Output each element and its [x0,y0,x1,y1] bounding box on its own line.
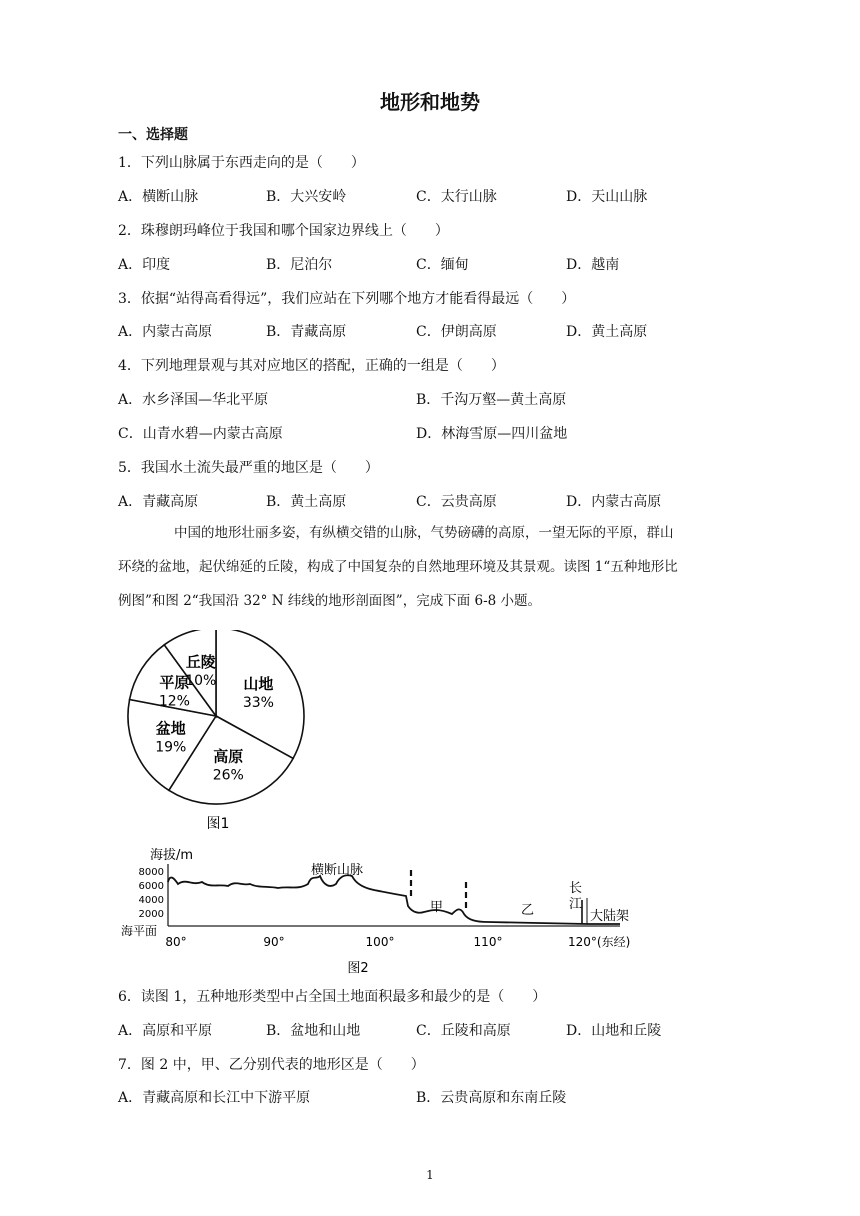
question-7-stem: 7．图 2 中，甲、乙分别代表的地形区是（ ） [118,1057,425,1073]
q6-option-b[interactable]: B．盆地和山地 [266,1023,361,1039]
x-tick-100: 100° [365,935,395,949]
passage-line-1: 中国的地形壮丽多姿，有纵横交错的山脉，气势磅礴的高原，一望无际的平原，群山 [174,525,674,541]
region-b-label: 乙 [521,903,535,918]
figure-2-terrain-profile [118,840,648,980]
q4-option-b[interactable]: B．千沟万壑—黄土高原 [416,392,567,408]
q1-option-d[interactable]: D．天山山脉 [566,189,648,205]
question-2-stem: 2．珠穆朗玛峰位于我国和哪个国家边界线上（ ） [118,223,449,239]
x-tick-120: 120°(东经) [568,935,631,949]
pie-label-name-5: 丘陵 [185,653,216,672]
pie-label-name-2: 高原 [213,747,244,766]
x-tick-90: 90° [263,935,285,949]
river-label-top: 长 [569,881,583,896]
question-4-stem: 4．下列地理景观与其对应地区的搭配，正确的一组是（ ） [118,358,505,374]
terrain-profile-line [168,875,620,924]
figure-2-caption: 图2 [347,961,369,976]
q4-option-a[interactable]: A．水乡泽国—华北平原 [118,392,269,408]
pie-label-pct-2: 26% [212,767,244,784]
passage-line-2: 环绕的盆地，起伏绵延的丘陵，构成了中国复杂的自然地理环境及其景观。读图 1“五种地形比 [118,559,678,575]
pie-label-pct-4: 12% [158,693,190,710]
q1-option-c[interactable]: C．太行山脉 [416,189,497,205]
x-tick-80: 80° [165,935,187,949]
page-number: 1 [426,1168,434,1182]
q5-option-d[interactable]: D．内蒙古高原 [566,494,662,510]
q1-option-a[interactable]: A．横断山脉 [118,189,199,205]
question-5-stem: 5．我国水土流失最严重的地区是（ ） [118,460,379,476]
y-tick-4000: 4000 [138,895,164,906]
q2-option-b[interactable]: B．尼泊尔 [266,257,333,273]
q2-option-c[interactable]: C．缅甸 [416,257,469,273]
q3-option-c[interactable]: C．伊朗高原 [416,324,497,340]
pie-label-name-4: 平原 [159,673,190,692]
pie-label-name-1: 山地 [243,674,274,693]
x-tick-110: 110° [473,935,503,949]
q7-option-b[interactable]: B．云贵高原和东南丘陵 [416,1090,567,1106]
reading-passage [118,516,748,618]
pie-label-pct-5: 10% [185,673,217,690]
q7-option-a[interactable]: A．青藏高原和长江中下游平原 [118,1090,311,1106]
shelf-label: 大陆架 [590,909,630,924]
pie-label-pct-1: 33% [242,694,274,711]
q5-option-b[interactable]: B．黄土高原 [266,494,347,510]
y-axis-title: 海拔/m [150,848,194,863]
section-heading: 一、选择题 [118,127,188,143]
question-3-stem: 3．依据“站得高看得远”，我们应站在下列哪个地方才能看得最远（ ） [118,291,576,307]
q5-option-a[interactable]: A．青藏高原 [118,494,199,510]
q3-option-b[interactable]: B．青藏高原 [266,324,347,340]
passage-line-3: 例图”和图 2“我国沿 32° N 纬线的地形剖面图”，完成下面 6-8 小题。 [118,593,542,609]
region-a-label: 甲 [430,900,444,915]
q6-option-c[interactable]: C．丘陵和高原 [416,1023,511,1039]
q6-option-d[interactable]: D．山地和丘陵 [566,1023,662,1039]
question-6-stem: 6．读图 1，五种地形类型中占全国土地面积最多和最少的是（ ） [118,989,547,1005]
q2-option-d[interactable]: D．越南 [566,257,620,273]
q6-option-a[interactable]: A．高原和平原 [118,1023,213,1039]
q5-option-c[interactable]: C．云贵高原 [416,494,497,510]
y-tick-6000: 6000 [138,881,164,892]
q1-option-b[interactable]: B．大兴安岭 [266,189,347,205]
y-tick-2000: 2000 [138,909,164,920]
question-1-stem: 1．下列山脉属于东西走向的是（ ） [118,155,365,171]
page-title: 地形和地势 [380,90,480,114]
q4-option-c[interactable]: C．山青水碧—内蒙古高原 [118,426,283,442]
pie-label-pct-3: 19% [155,739,187,756]
river-label-bottom: 江 [569,897,583,912]
mountain-label: 横断山脉 [311,863,364,878]
figure-1-caption: 图1 [206,816,230,832]
q3-option-a[interactable]: A．内蒙古高原 [118,324,213,340]
sea-level-label: 海平面 [121,924,158,938]
q2-option-a[interactable]: A．印度 [118,257,171,273]
q4-option-d[interactable]: D．林海雪原—四川盆地 [416,426,568,442]
pie-label-name-3: 盆地 [155,719,186,738]
y-tick-8000: 8000 [138,867,164,878]
figure-1-pie-chart [118,630,318,836]
q3-option-d[interactable]: D．黄土高原 [566,324,648,340]
